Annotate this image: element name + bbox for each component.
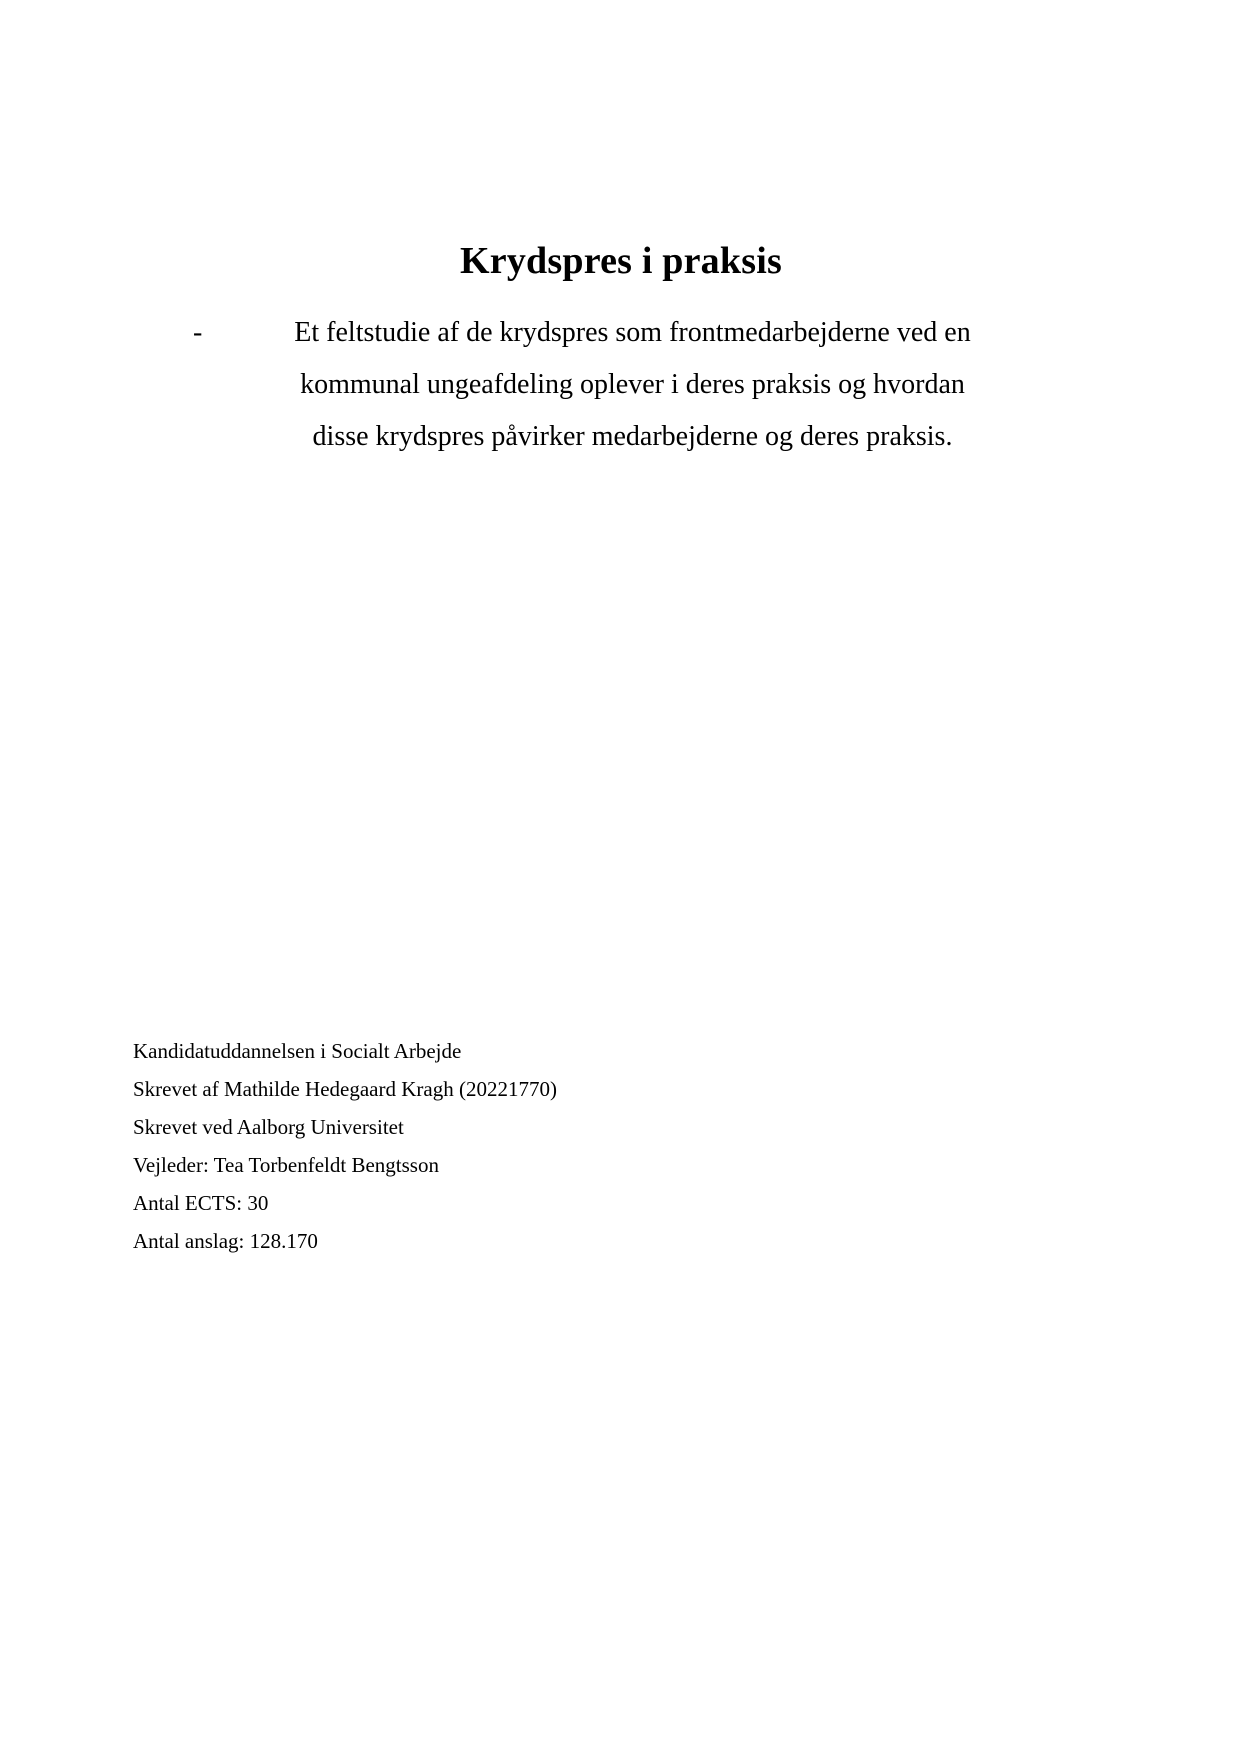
page-title: Krydspres i praksis: [460, 240, 782, 282]
subtitle-block: [133, 307, 1132, 463]
meta-line-ects: Antal ECTS: 30: [133, 1191, 269, 1215]
dash-bullet-icon: -: [193, 317, 203, 348]
subtitle-line-1-text: Et feltstudie af de krydspres som frontmedarbejderne ved en: [294, 317, 971, 348]
subtitle-line-3: disse krydspres påvirker medarbejderne og deres praksis.: [312, 421, 953, 452]
meta-line-programme: Kandidatuddannelsen i Socialt Arbejde: [133, 1039, 462, 1063]
metadata-block: [133, 1032, 557, 1260]
meta-line-institution: Skrevet ved Aalborg Universitet: [133, 1115, 404, 1139]
subtitle-line-1: [133, 307, 1132, 359]
meta-line-character-count: Antal anslag: 128.170: [133, 1229, 318, 1253]
subtitle-line-2: kommunal ungeafdeling oplever i deres praksis og hvordan: [300, 369, 965, 400]
meta-line-author: Skrevet af Mathilde Hedegaard Kragh (20221770): [133, 1077, 557, 1101]
title-block: [133, 236, 1109, 286]
meta-line-supervisor: Vejleder: Tea Torbenfeldt Bengtsson: [133, 1153, 439, 1177]
